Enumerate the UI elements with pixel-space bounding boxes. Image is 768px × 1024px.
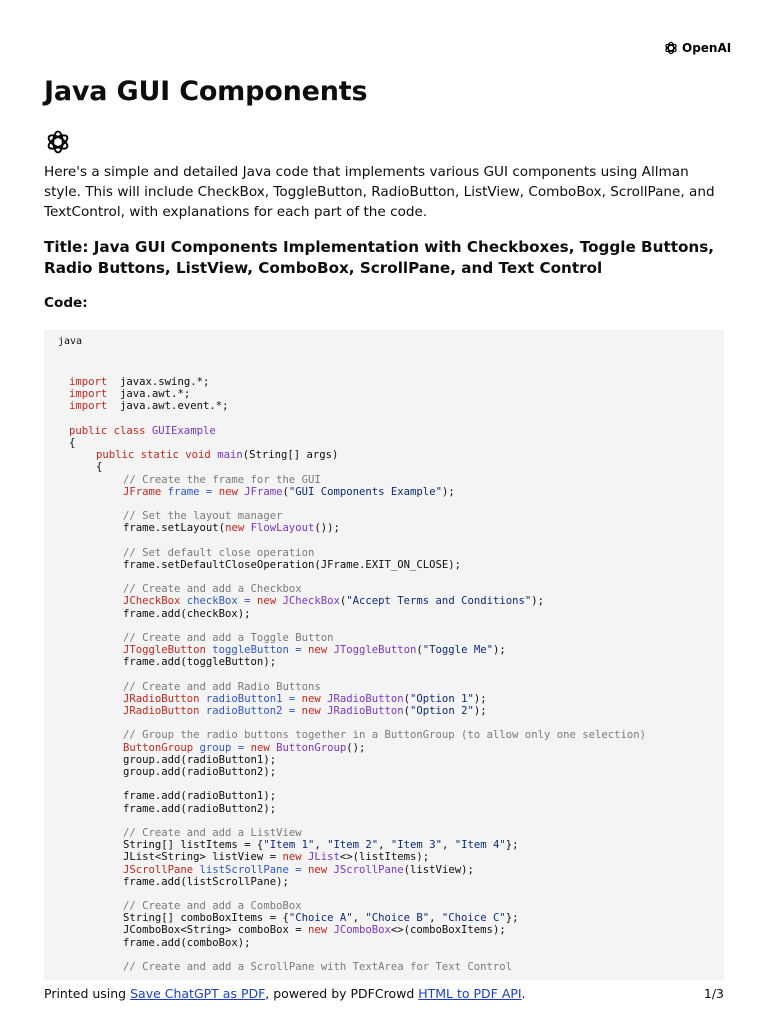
openai-logo bbox=[663, 40, 731, 56]
code-line bbox=[69, 376, 646, 388]
code-line bbox=[69, 912, 646, 924]
code-token: ( bbox=[403, 705, 411, 718]
code-token: // Create and add a ScrollPane with TextArea for Text Control bbox=[123, 961, 513, 973]
code-line bbox=[69, 474, 646, 486]
code-line bbox=[69, 486, 646, 498]
code-line bbox=[69, 400, 646, 412]
code-token: frame.add(checkBox); bbox=[123, 607, 251, 620]
code-token: { bbox=[96, 461, 103, 474]
code-token: // Group the radio buttons together in a ButtonGroup (to allow only one selection) bbox=[123, 729, 646, 742]
code-token: JScrollPane bbox=[123, 863, 200, 876]
code-token: , bbox=[429, 912, 442, 925]
code-token: JScrollPane bbox=[333, 863, 404, 876]
code-token: new bbox=[256, 595, 283, 608]
code-token: frame.add(radioButton1); bbox=[123, 790, 277, 803]
code-blank-line bbox=[69, 620, 646, 632]
code-line bbox=[69, 900, 646, 912]
code-line bbox=[69, 449, 646, 461]
code-token: // Create and add a ComboBox bbox=[123, 900, 302, 913]
code-line bbox=[69, 583, 646, 595]
code-token: main bbox=[217, 449, 243, 462]
code-token: "Item 1" bbox=[263, 839, 315, 852]
code-token: group = bbox=[199, 741, 251, 754]
code-line bbox=[69, 693, 646, 705]
code-token: public class bbox=[69, 424, 152, 437]
code-heading: Code: bbox=[44, 295, 88, 311]
code-token: }; bbox=[505, 912, 519, 925]
page-number: 1/3 bbox=[703, 986, 724, 1001]
code-token: // Set default close operation bbox=[123, 546, 315, 559]
code-token: , bbox=[441, 839, 455, 852]
footer-prefix: Printed using bbox=[44, 986, 131, 1001]
code-line bbox=[69, 864, 646, 876]
code-token: new bbox=[301, 705, 328, 718]
code-token: FlowLayout bbox=[250, 522, 315, 535]
code-line bbox=[69, 754, 646, 766]
code-token: ( bbox=[339, 595, 347, 608]
code-line bbox=[69, 644, 646, 656]
code-token: radioButton2 = bbox=[205, 705, 302, 718]
footer-middle: , powered by PDFCrowd bbox=[265, 986, 419, 1001]
code-token: ( bbox=[416, 644, 423, 657]
code-blank-line bbox=[69, 413, 646, 425]
html-to-pdf-link[interactable]: HTML to PDF API bbox=[418, 986, 522, 1001]
footer-credit bbox=[44, 986, 526, 1001]
code-token: , bbox=[314, 839, 328, 852]
code-token: "Choice C" bbox=[441, 912, 506, 925]
code-line bbox=[69, 961, 646, 973]
code-token: ); bbox=[473, 705, 487, 718]
code-token: JRadioButton bbox=[123, 705, 206, 718]
code-token: new bbox=[307, 924, 334, 937]
brand-name: OpenAI bbox=[682, 41, 732, 55]
code-token: group.add(radioButton1); bbox=[123, 753, 277, 766]
code-token: JFrame bbox=[123, 485, 168, 498]
code-line bbox=[69, 705, 646, 717]
code-token: JComboBox bbox=[333, 924, 391, 937]
code-token: JFrame bbox=[244, 485, 283, 498]
chatgpt-avatar-icon bbox=[44, 128, 72, 156]
code-token: GUIExample bbox=[151, 424, 216, 437]
code-line bbox=[69, 742, 646, 754]
code-line bbox=[69, 608, 646, 620]
page-title: Java GUI Components bbox=[44, 76, 368, 107]
code-token: new bbox=[282, 851, 308, 864]
intro-paragraph: Here's a simple and detailed Java code that implements various GUI components using Allman style. This will include CheckBox, ToggleButton, RadioButton, ListView, ComboBox, ScrollPane, and TextControl, with explanations for each part of the code. bbox=[44, 164, 715, 220]
code-token: "Accept Terms and Conditions" bbox=[346, 595, 532, 608]
code-blank-line bbox=[69, 949, 646, 961]
code-blank-line bbox=[69, 498, 646, 510]
code-token: ); bbox=[441, 485, 455, 498]
code-token: JComboBox<String> comboBox = bbox=[123, 924, 308, 937]
code-token: frame.add(toggleButton); bbox=[123, 656, 277, 669]
code-token: <>(listItems); bbox=[339, 851, 430, 864]
code-token: JToggleButton bbox=[123, 644, 213, 657]
section-title: Title: Java GUI Components Implementation with Checkboxes, Toggle Buttons, Radio Buttons, ListView, ComboBox, ScrollPane, and Text Control bbox=[44, 238, 715, 277]
code-token: "Item 4" bbox=[454, 839, 506, 852]
code-token: "Choice B" bbox=[365, 912, 430, 925]
code-blank-line bbox=[69, 717, 646, 729]
code-token: frame.setLayout( bbox=[123, 522, 226, 535]
code-blank-line bbox=[69, 888, 646, 900]
code-token: new bbox=[250, 741, 277, 754]
code-token: // Create and add a Toggle Button bbox=[123, 631, 334, 644]
code-token: JList<String> listView = bbox=[123, 851, 283, 864]
code-line bbox=[69, 656, 646, 668]
code-token: frame.add(listScrollPane); bbox=[123, 875, 289, 888]
code-token: , bbox=[378, 839, 391, 852]
code-token: ); bbox=[531, 595, 544, 608]
footer-suffix: . bbox=[521, 986, 526, 1001]
code-token: JRadioButton bbox=[327, 705, 404, 718]
code-blank-line bbox=[69, 669, 646, 681]
code-token: import bbox=[69, 376, 108, 388]
code-line bbox=[69, 437, 646, 449]
code-token: "Option 2" bbox=[410, 705, 474, 718]
code-token: java.awt.event.*; bbox=[107, 400, 229, 413]
code-line bbox=[69, 766, 646, 778]
code-language-label: java bbox=[58, 336, 83, 347]
code-token: JCheckBox bbox=[282, 595, 340, 608]
code-token: ( bbox=[282, 485, 289, 498]
code-token: (); bbox=[346, 741, 366, 754]
code-token: // Create and add a ListView bbox=[123, 826, 302, 839]
code-line bbox=[69, 924, 646, 936]
code-token: new bbox=[225, 522, 251, 535]
code-token: JRadioButton bbox=[327, 692, 404, 705]
code-token: javax.swing.*; bbox=[107, 376, 210, 388]
code-token: "Option 1" bbox=[410, 692, 474, 705]
code-token: "Item 2" bbox=[327, 839, 379, 852]
code-token: JList bbox=[307, 851, 340, 864]
code-token: JToggleButton bbox=[333, 644, 417, 657]
code-token: JRadioButton bbox=[123, 692, 206, 705]
code-token: // Create and add Radio Buttons bbox=[123, 680, 321, 693]
code-token: <>(comboBoxItems); bbox=[390, 924, 506, 937]
code-line bbox=[69, 937, 646, 949]
code-token: "Item 3" bbox=[390, 839, 442, 852]
code-token: String[] listItems = { bbox=[123, 839, 264, 852]
code-token: ); bbox=[473, 692, 487, 705]
code-token: java.awt.*; bbox=[107, 388, 191, 401]
code-line bbox=[69, 851, 646, 863]
code-blank-line bbox=[69, 778, 646, 790]
code-token: checkBox = bbox=[186, 595, 257, 608]
code-token: ( bbox=[403, 692, 411, 705]
code-content bbox=[69, 376, 646, 973]
save-chatgpt-pdf-link[interactable]: Save ChatGPT as PDF bbox=[130, 986, 266, 1001]
code-token: String[] comboBoxItems = { bbox=[123, 912, 289, 925]
page-footer bbox=[44, 986, 724, 1001]
code-token: public static void bbox=[96, 449, 218, 462]
code-token: ); bbox=[492, 644, 506, 657]
code-blank-line bbox=[69, 571, 646, 583]
code-line bbox=[69, 681, 646, 693]
code-line bbox=[69, 632, 646, 644]
code-blank-line bbox=[69, 534, 646, 546]
code-token: { bbox=[69, 436, 76, 449]
code-block bbox=[44, 330, 724, 980]
code-token: , bbox=[352, 912, 366, 925]
code-line bbox=[69, 729, 646, 741]
code-line bbox=[69, 839, 646, 851]
code-token: import bbox=[69, 400, 108, 413]
code-token: frame = bbox=[167, 485, 219, 498]
code-line bbox=[69, 461, 646, 473]
openai-icon bbox=[663, 40, 679, 56]
code-line bbox=[69, 876, 646, 888]
code-line bbox=[69, 827, 646, 839]
code-token: frame.add(comboBox); bbox=[123, 936, 251, 949]
code-token: import bbox=[69, 388, 108, 401]
code-line bbox=[69, 559, 646, 571]
code-token: // Create and add a Checkbox bbox=[123, 583, 302, 596]
code-token: "Choice A" bbox=[288, 912, 353, 925]
code-token: new bbox=[307, 644, 334, 657]
code-token: (listView); bbox=[403, 863, 474, 876]
code-token: (String[] args) bbox=[242, 449, 339, 462]
code-line bbox=[69, 425, 646, 437]
code-token: frame.setDefaultCloseOperation(JFrame.EXIT_ON_CLOSE); bbox=[123, 558, 462, 571]
code-token: group.add(radioButton2); bbox=[123, 766, 277, 778]
code-token: ButtonGroup bbox=[276, 741, 347, 754]
code-token: frame.add(radioButton2); bbox=[123, 802, 277, 815]
code-token: new bbox=[307, 863, 334, 876]
code-blank-line bbox=[69, 815, 646, 827]
code-token: // Create the frame for the GUI bbox=[123, 473, 321, 486]
code-line bbox=[69, 595, 646, 607]
code-line bbox=[69, 803, 646, 815]
code-token: "Toggle Me" bbox=[422, 644, 493, 657]
code-token: new bbox=[218, 485, 245, 498]
code-token: toggleButton = bbox=[212, 644, 308, 657]
code-line bbox=[69, 522, 646, 534]
code-token: }; bbox=[505, 839, 519, 852]
code-line bbox=[69, 790, 646, 802]
code-line bbox=[69, 510, 646, 522]
code-token: JCheckBox bbox=[123, 595, 187, 608]
code-token: listScrollPane = bbox=[199, 863, 308, 876]
code-token: ()); bbox=[314, 522, 340, 535]
code-token: ButtonGroup bbox=[123, 741, 200, 754]
code-token: radioButton1 = bbox=[205, 692, 302, 705]
code-token: new bbox=[301, 692, 328, 705]
code-line bbox=[69, 388, 646, 400]
code-line bbox=[69, 547, 646, 559]
code-token: // Set the layout manager bbox=[123, 510, 283, 523]
code-token: "GUI Components Example" bbox=[288, 485, 442, 498]
